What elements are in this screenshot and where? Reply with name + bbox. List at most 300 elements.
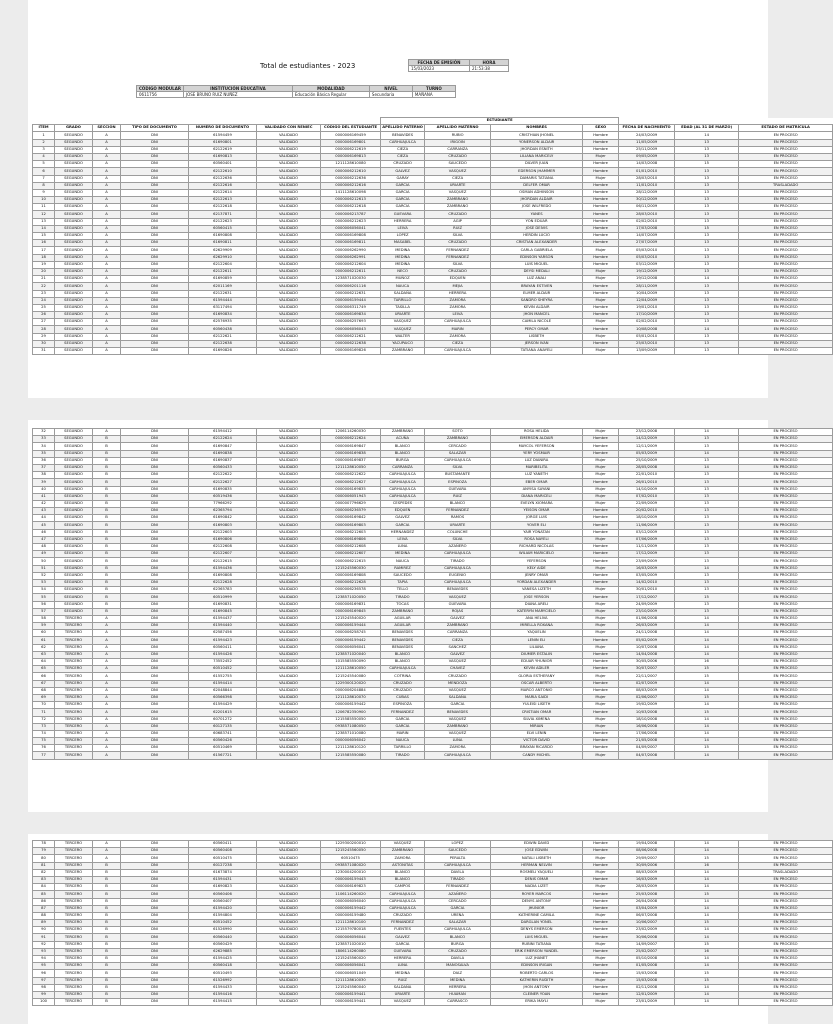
table-cell: 0000006212604: [321, 261, 381, 268]
table-cell: A: [93, 218, 121, 225]
table-cell: 0000006212624: [321, 436, 381, 443]
table-cell: SILVA: [425, 233, 491, 240]
table-cell: SEGUNDO: [55, 464, 93, 471]
table-cell: 14: [675, 276, 739, 283]
table-cell: EN PROCESO: [739, 304, 833, 311]
table-cell: DNI: [121, 472, 189, 479]
table-cell: 1215245560020: [321, 956, 381, 963]
table-cell: TIRADO: [381, 594, 425, 601]
table-cell: B: [93, 920, 121, 927]
table-body: [33, 841, 833, 1006]
table-cell: A: [93, 197, 121, 204]
table-cell: TERCERO: [55, 623, 93, 630]
table-cell: A: [93, 333, 121, 340]
table-cell: VALIDADO: [257, 450, 321, 457]
table-cell: A: [93, 304, 121, 311]
table-cell: EN PROCESO: [739, 637, 833, 644]
table-cell: 19/12/2009: [619, 268, 675, 275]
table-cell: BENAVIDES: [425, 587, 491, 594]
institution-value: MAÑANA: [412, 92, 455, 98]
table-cell: EN PROCESO: [739, 297, 833, 304]
table-cell: DENIS OMAR: [491, 876, 583, 883]
table-cell: 60510452: [189, 666, 257, 673]
table-cell: CRUZADO: [425, 211, 491, 218]
table-cell: 27/07/2009: [619, 240, 675, 247]
table-cell: 88: [33, 912, 55, 919]
table-cell: SEGUNDO: [55, 479, 93, 486]
table-cell: TERCERO: [55, 637, 93, 644]
table-cell: 15: [33, 233, 55, 240]
table-row: [33, 862, 833, 869]
table-cell: 61: [33, 637, 55, 644]
table-cell: VALIDADO: [257, 225, 321, 232]
table-cell: SEGUNDO: [55, 146, 93, 153]
table-cell: 19: [33, 261, 55, 268]
table-cell: SEGUNDO: [55, 290, 93, 297]
table-cell: 03/12/2009: [619, 529, 675, 536]
table-cell: HERRERA: [381, 218, 425, 225]
table-cell: MEDINA: [381, 247, 425, 254]
table-cell: CAMPOS: [381, 884, 425, 891]
table-cell: 62122622: [189, 472, 257, 479]
table-cell: EN PROCESO: [739, 651, 833, 658]
table-cell: EN PROCESO: [739, 991, 833, 998]
table-cell: 60510493: [189, 970, 257, 977]
table-cell: VALIDADO: [257, 544, 321, 551]
table-cell: 08/06/2008: [619, 848, 675, 855]
table-cell: 15: [675, 855, 739, 862]
table-cell: EN PROCESO: [739, 544, 833, 551]
table-cell: 14: [675, 984, 739, 991]
institution-value: 0611756: [137, 92, 184, 98]
table-cell: 0000006169834: [321, 312, 381, 319]
table-cell: 0000006212636: [321, 175, 381, 182]
table-cell: Mujer: [583, 268, 619, 275]
table-cell: VALIDADO: [257, 745, 321, 752]
table-cell: DNI: [121, 551, 189, 558]
table-cell: CARHUAJULCA: [425, 579, 491, 586]
table-row: [33, 841, 833, 848]
table-cell: A: [93, 326, 121, 333]
table-cell: SEGUNDO: [55, 333, 93, 340]
table-cell: 04/09/2007: [619, 745, 675, 752]
table-cell: A: [93, 841, 121, 848]
table-cell: 1215245560030: [321, 565, 381, 572]
table-cell: Hombre: [583, 687, 619, 694]
table-cell: CARRANZA: [425, 630, 491, 637]
table-row: [33, 651, 833, 658]
table-cell: EN PROCESO: [739, 905, 833, 912]
table-cell: EN PROCESO: [739, 601, 833, 608]
table-cell: 83: [33, 876, 55, 883]
table-cell: DNI: [121, 659, 189, 666]
table-cell: EN PROCESO: [739, 941, 833, 948]
table-cell: 33: [33, 436, 55, 443]
table-cell: 1238571020010: [321, 941, 381, 948]
table-cell: 13: [675, 139, 739, 146]
table-cell: 61594415: [189, 999, 257, 1006]
table-cell: A: [93, 211, 121, 218]
table-cell: VALIDADO: [257, 312, 321, 319]
table-cell: SEGUNDO: [55, 486, 93, 493]
table-cell: Hombre: [583, 730, 619, 737]
table-cell: 19/01/2010: [619, 304, 675, 311]
table-cell: EN PROCESO: [739, 999, 833, 1006]
table-cell: CERCADO: [425, 898, 491, 905]
table-cell: URIARTE: [381, 312, 425, 319]
table-cell: 48: [33, 544, 55, 551]
table-cell: GARCIA: [381, 197, 425, 204]
table-row: [33, 608, 833, 615]
table-cell: DNI: [121, 738, 189, 745]
table-cell: B: [93, 594, 121, 601]
table-row: [33, 153, 833, 160]
table-cell: FERNANDEZ: [381, 709, 425, 716]
table-cell: FUENTES: [381, 927, 425, 934]
table-cell: 97: [33, 977, 55, 984]
table-cell: ROSA HELIDA: [491, 429, 583, 436]
table-cell: 1215245560040: [321, 984, 381, 991]
table-cell: CRISTIAN ALEXANDER: [491, 240, 583, 247]
table-cell: EN PROCESO: [739, 702, 833, 709]
table-row: [33, 464, 833, 471]
table-cell: Mujer: [583, 702, 619, 709]
table-cell: B: [93, 948, 121, 955]
table-cell: 61594429: [189, 702, 257, 709]
table-cell: 0000006169801: [321, 139, 381, 146]
table-cell: EN PROCESO: [739, 608, 833, 615]
table-cell: EN PROCESO: [739, 687, 833, 694]
table-cell: LENIN ELI: [491, 637, 583, 644]
table-row: [33, 146, 833, 153]
table-cell: 62122618: [189, 204, 257, 211]
table-cell: CRUZADO: [381, 680, 425, 687]
table-cell: Mujer: [583, 644, 619, 651]
table-cell: 0000006159441: [321, 991, 381, 998]
table-cell: DNI: [121, 261, 189, 268]
table-cell: VALIDADO: [257, 630, 321, 637]
table-cell: A: [93, 429, 121, 436]
table-cell: MUÑOZ: [381, 276, 425, 283]
table-cell: Hombre: [583, 312, 619, 319]
table-cell: 05/03/2010: [619, 247, 675, 254]
table-cell: 1211128610030: [321, 977, 381, 984]
table-cell: CARHUAJULCA: [381, 898, 425, 905]
table-cell: DNI: [121, 694, 189, 701]
table-cell: Mujer: [583, 247, 619, 254]
table-cell: Mujer: [583, 153, 619, 160]
table-cell: 14/09/2007: [619, 941, 675, 948]
table-cell: 13: [675, 457, 739, 464]
table-cell: 61690826: [189, 348, 257, 355]
table-cell: 14: [675, 615, 739, 622]
table-cell: 05/10/2008: [619, 956, 675, 963]
table-cell: 61552755: [189, 673, 257, 680]
table-cell: 13: [675, 261, 739, 268]
table-cell: 61690845: [189, 608, 257, 615]
table-cell: TERCERO: [55, 752, 93, 759]
table-cell: Mujer: [583, 486, 619, 493]
table-cell: VASQUEZ: [381, 841, 425, 848]
table-cell: EDUAR YHUNIOR: [491, 659, 583, 666]
table-cell: Hombre: [583, 948, 619, 955]
table-cell: VASQUEZ: [425, 659, 491, 666]
table-row: [33, 565, 833, 572]
table-cell: DNI: [121, 630, 189, 637]
table-cell: DNI: [121, 608, 189, 615]
table-cell: SEGUNDO: [55, 247, 93, 254]
table-cell: 13: [675, 340, 739, 347]
table-cell: VALIDADO: [257, 529, 321, 536]
table-row: [33, 594, 833, 601]
table-cell: A: [93, 716, 121, 723]
table-cell: ZAMORA: [425, 745, 491, 752]
table-cell: LUZ YANETH: [491, 472, 583, 479]
table-cell: VALIDADO: [257, 977, 321, 984]
table-cell: GALVEZ: [381, 515, 425, 522]
table-cell: VASQUEZ: [425, 189, 491, 196]
table-cell: ZAMBRANO: [425, 436, 491, 443]
table-cell: 0000006212621: [321, 333, 381, 340]
table-cell: 15/03/2008: [619, 970, 675, 977]
table-cell: 67: [33, 680, 55, 687]
table-cell: A: [93, 139, 121, 146]
table-cell: ASTONITAS: [381, 862, 425, 869]
table-row: [33, 984, 833, 991]
table-cell: 25/03/2008: [619, 891, 675, 898]
table-cell: ROBERTO CARLOS: [491, 970, 583, 977]
table-cell: TERCERO: [55, 999, 93, 1006]
table-cell: 12/01/2009: [619, 991, 675, 998]
table-cell: B: [93, 508, 121, 515]
table-cell: BLANCO: [381, 869, 425, 876]
table-cell: VALIDADO: [257, 472, 321, 479]
table-cell: 51: [33, 565, 55, 572]
table-cell: BENAVIDES: [381, 644, 425, 651]
table-cell: B: [93, 941, 121, 948]
table-cell: A: [93, 723, 121, 730]
table-cell: LOPEZ: [425, 841, 491, 848]
table-cell: VALIDADO: [257, 493, 321, 500]
table-cell: SEGUNDO: [55, 139, 93, 146]
table-cell: EUGENIO: [425, 572, 491, 579]
table-cell: Hombre: [583, 891, 619, 898]
table-row: [33, 637, 833, 644]
table-cell: 22/09/2009: [619, 500, 675, 507]
table-cell: 61673874: [189, 869, 257, 876]
table-cell: RICHARD NICOLAS: [491, 544, 583, 551]
table-cell: BENAVIDES: [381, 637, 425, 644]
table-cell: TERCERO: [55, 941, 93, 948]
table-cell: 62122604: [189, 261, 257, 268]
table-cell: ZAMBRANO: [381, 348, 425, 355]
table-cell: 26/03/2009: [619, 623, 675, 630]
table-cell: 62122623: [189, 218, 257, 225]
table-cell: A: [93, 161, 121, 168]
table-cell: EN PROCESO: [739, 464, 833, 471]
table-cell: 19/12/2008: [619, 276, 675, 283]
table-cell: 14: [675, 630, 739, 637]
table-cell: A: [93, 240, 121, 247]
table-cell: DNI: [121, 283, 189, 290]
table-cell: 1015585550090: [321, 659, 381, 666]
table-cell: 24/09/2009: [619, 601, 675, 608]
table-cell: 61690831: [189, 601, 257, 608]
table-cell: DNI: [121, 891, 189, 898]
table-cell: 0000006169806: [321, 536, 381, 543]
table-cell: B: [93, 522, 121, 529]
table-cell: DNI: [121, 615, 189, 622]
table-cell: 26/04/2008: [619, 898, 675, 905]
table-cell: VALIDADO: [257, 623, 321, 630]
table-row: [33, 934, 833, 941]
table-cell: ROYER MARCOS: [491, 891, 583, 898]
table-cell: DNI: [121, 927, 189, 934]
table-cell: 23/12/2008: [619, 429, 675, 436]
table-cell: 60127135: [189, 723, 257, 730]
table-cell: 0000006169838: [321, 450, 381, 457]
table-cell: Mujer: [583, 630, 619, 637]
table-row: [33, 977, 833, 984]
table-cell: TERCERO: [55, 891, 93, 898]
table-cell: 62011169: [189, 283, 257, 290]
table-cell: SEGUNDO: [55, 529, 93, 536]
table-cell: VALIDADO: [257, 233, 321, 240]
table-cell: ZAMORA: [425, 333, 491, 340]
table-cell: EBER OMAR: [491, 479, 583, 486]
table-cell: 61594426: [189, 651, 257, 658]
table-cell: OSCAR ALBERTO: [491, 680, 583, 687]
table-row: [33, 443, 833, 450]
table-cell: 62365794: [189, 508, 257, 515]
table-cell: SILVA: [425, 261, 491, 268]
table-cell: Hombre: [583, 738, 619, 745]
table-cell: BENAVIDES: [425, 709, 491, 716]
table-cell: EN PROCESO: [739, 436, 833, 443]
table-cell: DNI: [121, 522, 189, 529]
table-cell: ANYISA SAYANI: [491, 486, 583, 493]
table-cell: DNI: [121, 702, 189, 709]
table-cell: 13: [675, 240, 739, 247]
table-cell: JHON MANCEL: [491, 312, 583, 319]
table-cell: DNI: [121, 493, 189, 500]
table-cell: EN PROCESO: [739, 472, 833, 479]
table-cell: MASABEL: [381, 240, 425, 247]
table-cell: 14: [675, 905, 739, 912]
table-cell: MIRIAN: [491, 723, 583, 730]
table-cell: 100: [33, 999, 55, 1006]
table-cell: 61594414: [189, 680, 257, 687]
table-cell: A: [93, 168, 121, 175]
table-cell: 52: [33, 572, 55, 579]
table-cell: SEGUNDO: [55, 522, 93, 529]
table-cell: 0000006213787: [321, 211, 381, 218]
table-cell: 14: [675, 912, 739, 919]
table-cell: VALIDADO: [257, 934, 321, 941]
table-cell: DILVER JUAN: [491, 161, 583, 168]
table-cell: 0000006051049: [321, 970, 381, 977]
table-cell: 1211128610070: [321, 694, 381, 701]
table-row: [33, 623, 833, 630]
table-cell: 59: [33, 623, 55, 630]
table-cell: SEGUNDO: [55, 268, 93, 275]
table-cell: 0000006236578: [321, 587, 381, 594]
table-cell: LISBETH: [491, 333, 583, 340]
table-cell: 13: [675, 233, 739, 240]
table-cell: VALIDADO: [257, 730, 321, 737]
table-cell: 1206114260030: [321, 429, 381, 436]
table-cell: SEGUNDO: [55, 551, 93, 558]
table-row: [33, 457, 833, 464]
table-cell: URIARTE: [425, 522, 491, 529]
table-cell: VASQUEZ: [381, 999, 425, 1006]
table-cell: LUNA: [381, 544, 425, 551]
table-cell: DNI: [121, 730, 189, 737]
table-cell: DNI: [121, 920, 189, 927]
table-cell: 61594425: [189, 956, 257, 963]
table-cell: ROSMELI YAQUELI: [491, 869, 583, 876]
table-cell: 60560418: [189, 963, 257, 970]
table-row: [33, 680, 833, 687]
table-cell: 15: [675, 161, 739, 168]
table-cell: Hombre: [583, 225, 619, 232]
table-cell: MEDINA: [381, 261, 425, 268]
table-cell: SILVA: [425, 464, 491, 471]
table-cell: VALIDADO: [257, 500, 321, 507]
table-cell: 62122615: [189, 558, 257, 565]
table-cell: B: [93, 450, 121, 457]
table-cell: SALDAÑA: [381, 290, 425, 297]
table-row: [33, 290, 833, 297]
table-cell: 13: [675, 522, 739, 529]
table-cell: 1215579780018: [321, 927, 381, 934]
table-cell: Hombre: [583, 182, 619, 189]
table-cell: DNI: [121, 254, 189, 261]
table-row: [33, 587, 833, 594]
table-cell: 28/03/2009: [619, 884, 675, 891]
table-cell: VALIDADO: [257, 884, 321, 891]
table-cell: TOCAS: [381, 601, 425, 608]
table-cell: 0000006056042: [321, 738, 381, 745]
table-cell: Hombre: [583, 326, 619, 333]
table-cell: VALIDADO: [257, 551, 321, 558]
table-cell: 1211128610100: [321, 920, 381, 927]
table-cell: 05/03/2009: [619, 450, 675, 457]
table-cell: 0000006159444: [321, 297, 381, 304]
table-cell: VALIDADO: [257, 326, 321, 333]
table-cell: 46: [33, 529, 55, 536]
table-cell: 04/07/2008: [619, 752, 675, 759]
table-cell: CRISTIAN OMAR: [491, 709, 583, 716]
table-cell: AZAÑERO: [425, 891, 491, 898]
table-cell: MARIA SAIDI: [491, 694, 583, 701]
table-cell: EN PROCESO: [739, 175, 833, 182]
table-cell: EN PROCESO: [739, 146, 833, 153]
table-cell: A: [93, 644, 121, 651]
table-cell: EN PROCESO: [739, 565, 833, 572]
table-cell: A: [93, 730, 121, 737]
table-cell: VALIDADO: [257, 146, 321, 153]
table-cell: 09/05/2009: [619, 153, 675, 160]
table-cell: VALIDADO: [257, 956, 321, 963]
table-cell: 27: [33, 319, 55, 326]
table-cell: DNI: [121, 247, 189, 254]
table-cell: A: [93, 745, 121, 752]
report-page-3: [28, 834, 799, 1024]
table-cell: 62629909: [189, 247, 257, 254]
table-cell: 0000006159442: [321, 702, 381, 709]
table-cell: EN PROCESO: [739, 977, 833, 984]
